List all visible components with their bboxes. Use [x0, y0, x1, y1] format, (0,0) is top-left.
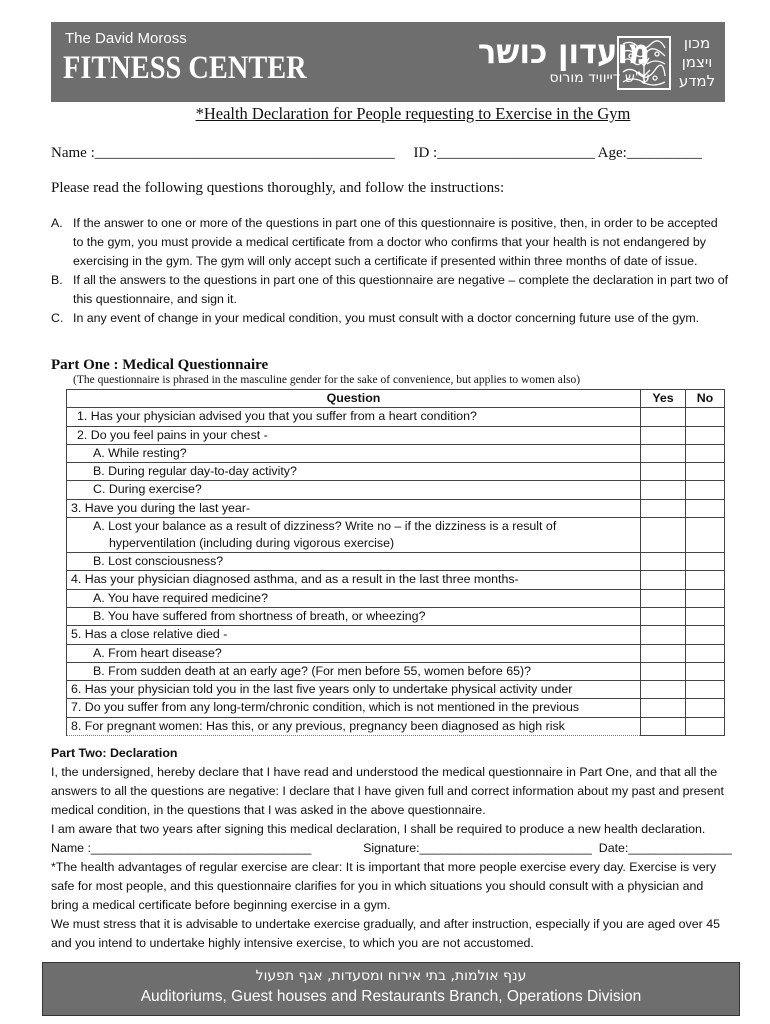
document-title: *Health Declaration for People requesting to Exercise in the Gym — [195, 104, 631, 123]
yes-answer-cell[interactable] — [641, 518, 686, 553]
name-field[interactable]: Name :________________________________________ — [51, 145, 395, 161]
no-answer-cell[interactable] — [686, 681, 725, 699]
question-cell: A. You have required medicine? — [67, 589, 641, 607]
part-one-heading: Part One : Medical Questionnaire — [51, 357, 269, 373]
instruction-item: B. If all the answers to the questions in part one of this questionnaire are negative – complete the declaration in part two of this questionnaire, and sign it. — [51, 273, 729, 306]
question-cell: C. During exercise? — [67, 481, 641, 499]
no-answer-cell[interactable] — [686, 553, 725, 571]
question-cell: A. From heart disease? — [67, 644, 641, 662]
renewal-paragraph: I am aware that two years after signing this medical declaration, I shall be required to produce a new health declaration. — [51, 822, 706, 836]
question-cell: B. During regular day-to-day activity? — [67, 463, 641, 481]
column-header-question: Question — [67, 390, 641, 408]
header-subtitle: The David Moross — [65, 30, 187, 47]
yes-answer-cell[interactable] — [641, 699, 686, 717]
yes-answer-cell[interactable] — [641, 553, 686, 571]
part-one-note: (The questionnaire is phrased in the masculine gender for the sake of convenience, but applies to women also) — [73, 374, 581, 386]
table-row — [67, 553, 725, 571]
no-answer-cell[interactable] — [686, 626, 725, 644]
id-field[interactable]: ID :_____________________ — [413, 145, 595, 161]
table-row — [67, 426, 725, 444]
signature-field[interactable]: Signature:_________________________ — [363, 841, 592, 855]
part-two-section — [51, 744, 731, 953]
table-row — [67, 463, 725, 481]
table-row — [67, 626, 725, 644]
no-answer-cell[interactable] — [686, 518, 725, 553]
no-answer-cell[interactable] — [686, 644, 725, 662]
question-cell: A. While resting? — [67, 444, 641, 462]
yes-answer-cell[interactable] — [641, 662, 686, 680]
no-answer-cell[interactable] — [686, 426, 725, 444]
instruction-item: C. In any event of change in your medical condition, you must consult with a doctor concerning future use of the gym. — [51, 311, 700, 325]
declaration-paragraph: I, the undersigned, hereby declare that I have read and understood the medical questionnaire in Part One, and that all the answers to all the questions are negative: I declare that I have given full and correct information about my past and present medical condition, in the questions that I was asked in the above questionnaire. — [51, 765, 724, 817]
header-title: FITNESS CENTER — [63, 50, 307, 86]
yes-answer-cell[interactable] — [641, 717, 686, 735]
question-cell: 3. Have you during the last year- — [67, 499, 641, 517]
instructions-intro: Please read the following questions thoroughly, and follow the instructions: — [51, 180, 505, 196]
table-row — [67, 571, 725, 589]
no-answer-cell[interactable] — [686, 699, 725, 717]
no-answer-cell[interactable] — [686, 571, 725, 589]
table-row — [67, 589, 725, 607]
signature-row — [51, 839, 731, 858]
emblem-text: מכון ויצמן למדע — [678, 34, 716, 90]
no-answer-cell[interactable] — [686, 607, 725, 625]
yes-answer-cell[interactable] — [641, 408, 686, 426]
question-cell: 7. Do you suffer from any long-term/chronic condition, which is not mentioned in the previous — [67, 699, 641, 717]
table-row — [67, 408, 725, 426]
table-row — [67, 681, 725, 699]
no-answer-cell[interactable] — [686, 717, 725, 735]
medical-questionnaire-table — [66, 389, 725, 736]
exercise-advantages-paragraph: *The health advantages of regular exercise are clear: It is important that more people exercise every day. Exercise is very safe for most people, and this questionnaire clarifies for you in which situations you should consult with a physician and bring a medical certificate before beginning exercise in a gym. — [51, 860, 717, 912]
footer-banner — [42, 962, 740, 1016]
yes-answer-cell[interactable] — [641, 626, 686, 644]
instructions-list — [51, 214, 731, 328]
age-field[interactable]: Age:__________ — [597, 145, 702, 161]
table-row — [67, 717, 725, 735]
table-row — [67, 444, 725, 462]
no-answer-cell[interactable] — [686, 408, 725, 426]
yes-answer-cell[interactable] — [641, 571, 686, 589]
header-hebrew-subtitle: ע"ש דייוויד מורוס — [549, 70, 650, 86]
column-header-no: No — [686, 390, 725, 408]
part-two-heading: Part Two: Declaration — [51, 746, 178, 760]
gradual-exercise-paragraph: We must stress that it is advisable to undertake exercise gradually, and after instruction, especially if you are aged over 45 and you intend to undertake highly intensive exercise, to which you are not accustomed. — [51, 917, 720, 950]
table-header-row — [67, 390, 725, 408]
footer-hebrew: ענף אולמות, בתי אירוח ומסעדות, אגף תפעול — [255, 968, 527, 984]
no-answer-cell[interactable] — [686, 662, 725, 680]
no-answer-cell[interactable] — [686, 444, 725, 462]
yes-answer-cell[interactable] — [641, 681, 686, 699]
question-cell: B. From sudden death at an early age? (For men before 55, women before 65)? — [67, 662, 641, 680]
table-row — [67, 518, 725, 553]
question-cell: 1. Has your physician advised you that you suffer from a heart condition? — [67, 408, 641, 426]
table-row — [67, 662, 725, 680]
table-row — [67, 644, 725, 662]
column-header-yes: Yes — [641, 390, 686, 408]
questionnaire-body — [67, 408, 725, 736]
question-cell: 8. For pregnant women: Has this, or any previous, pregnancy been diagnosed as high risk — [67, 717, 641, 735]
question-cell: B. You have suffered from shortness of breath, or wheezing? — [67, 607, 641, 625]
question-cell: A. Lost your balance as a result of dizziness? Write no – if the dizziness is a result of hyperventilation (including during vigorous exercise) — [67, 518, 641, 553]
yes-answer-cell[interactable] — [641, 644, 686, 662]
no-answer-cell[interactable] — [686, 589, 725, 607]
no-answer-cell[interactable] — [686, 481, 725, 499]
yes-answer-cell[interactable] — [641, 463, 686, 481]
yes-answer-cell[interactable] — [641, 499, 686, 517]
no-answer-cell[interactable] — [686, 463, 725, 481]
question-cell: 4. Has your physician diagnosed asthma, and as a result in the last three months- — [67, 571, 641, 589]
yes-answer-cell[interactable] — [641, 589, 686, 607]
question-cell: 2. Do you feel pains in your chest - — [67, 426, 641, 444]
header-banner — [51, 22, 725, 102]
table-row — [67, 699, 725, 717]
yes-answer-cell[interactable] — [641, 426, 686, 444]
instruction-item: A. If the answer to one or more of the questions in part one of this questionnaire is positive, then, in order to be accepted to the gym, you must provide a medical certificate from a doctor who confirms that your health is not endangered by exercising in the gym. The gym will only accept such a certificate if presented within three months of date of issue. — [51, 216, 718, 268]
table-row — [67, 607, 725, 625]
yes-answer-cell[interactable] — [641, 444, 686, 462]
personal-details-row — [51, 145, 702, 162]
yes-answer-cell[interactable] — [641, 481, 686, 499]
signer-name-field[interactable]: Name :________________________________ — [51, 841, 312, 855]
date-field[interactable]: Date:_______________ — [598, 841, 732, 855]
footer-english: Auditoriums, Guest houses and Restaurants Branch, Operations Division — [140, 988, 642, 1005]
question-cell: 6. Has your physician told you in the last five years only to undertake physical activity under — [67, 681, 641, 699]
no-answer-cell[interactable] — [686, 499, 725, 517]
institute-emblem-icon — [617, 36, 671, 90]
question-cell: B. Lost consciousness? — [67, 553, 641, 571]
question-cell: 5. Has a close relative died - — [67, 626, 641, 644]
table-row — [67, 499, 725, 517]
header-hebrew-title: מועדון כושר — [477, 32, 650, 72]
table-row — [67, 481, 725, 499]
yes-answer-cell[interactable] — [641, 607, 686, 625]
